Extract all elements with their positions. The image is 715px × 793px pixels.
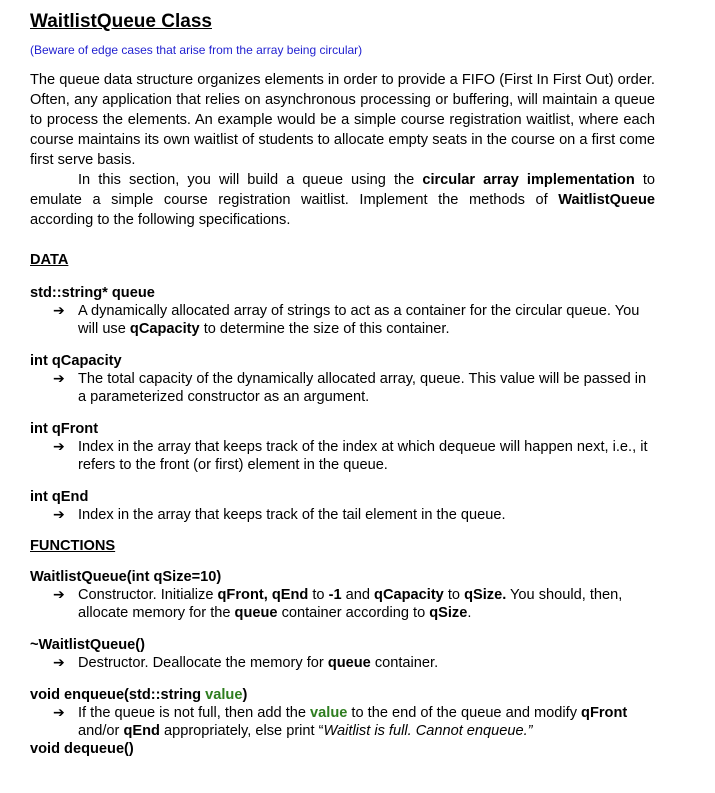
document-page: [30, 10, 655, 758]
right-arrow-icon: ➔: [53, 587, 65, 603]
member-front-desc: ➔ Index in the array that keeps track of the index at which dequeue will happen next, i.e., it refers to the front (or first) element in the queue.: [53, 439, 648, 473]
member-capacity-desc: ➔ The total capacity of the dynamically allocated array, queue. This value will be passed in a parameterized constructor as an argument.: [53, 371, 647, 405]
intro-paragraph-2: In this section, you will build a queue using the circular array implementation to emulate a simple course registration waitlist. Implement the methods of WaitlistQueue according to the following specifications.: [30, 172, 655, 228]
member-end-title: int qEnd: [30, 489, 89, 505]
function-dequeue-title: void dequeue(): [30, 741, 134, 757]
member-capacity-title: int qCapacity: [30, 353, 122, 369]
right-arrow-icon: ➔: [53, 439, 65, 455]
functions-heading: FUNCTIONS: [30, 538, 116, 554]
edge-case-note: (Beware of edge cases that arise from the array being circular): [30, 43, 363, 57]
intro-paragraph-1: The queue data structure organizes elements in order to provide a FIFO (First In First Out) order. Often, any application that relies on asynchronous processing or buffering, will maintain a queue to process the elements. An example would be a simple course registration waitlist, where each course maintains its own waitlist of students to allocate empty seats in the course on a first come first serve basis.: [30, 72, 655, 168]
function-enqueue-title: void enqueue(std::string value): [30, 687, 248, 703]
function-dtor-desc: ➔ Destructor. Deallocate the memory for queue container.: [53, 655, 439, 671]
member-end-desc: ➔ Index in the array that keeps track of the tail element in the queue.: [53, 507, 506, 523]
function-dtor-title: ~WaitlistQueue(): [30, 637, 146, 653]
function-enqueue-desc: ➔ If the queue is not full, then add the value to the end of the queue and modify qFront and/or qEnd appropriately, else print “Waitlist is full. Cannot enqueue.”: [53, 705, 628, 739]
right-arrow-icon: ➔: [53, 655, 65, 671]
right-arrow-icon: ➔: [53, 705, 65, 721]
member-front-title: int qFront: [30, 421, 99, 437]
page-title: WaitlistQueue Class: [30, 11, 212, 32]
right-arrow-icon: ➔: [53, 303, 65, 319]
member-queue-desc: ➔ A dynamically allocated array of strings to act as a container for the circular queue. You will use qCapacity to determine the size of this container.: [53, 303, 640, 337]
function-ctor-desc: ➔ Constructor. Initialize qFront, qEnd to -1 and qCapacity to qSize. You should, then, allocate memory for the queue container according to qSize.: [53, 587, 623, 621]
data-heading: DATA: [30, 252, 69, 268]
function-ctor-title: WaitlistQueue(int qSize=10): [30, 569, 222, 585]
right-arrow-icon: ➔: [53, 371, 65, 387]
right-arrow-icon: ➔: [53, 507, 65, 523]
member-queue-title: std::string* queue: [30, 285, 155, 301]
